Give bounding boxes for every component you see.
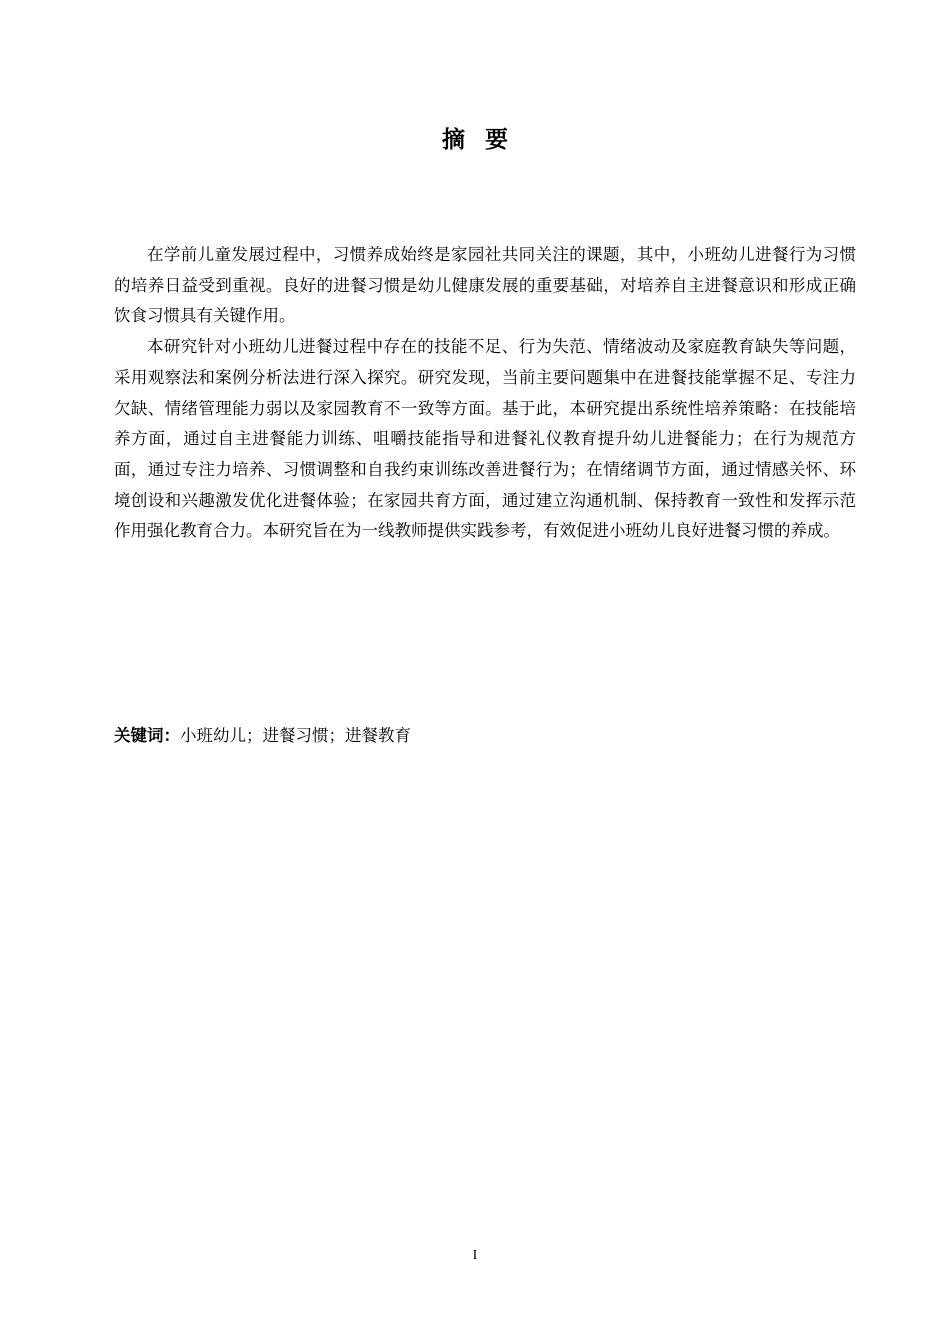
abstract-paragraph-1: 在学前儿童发展过程中，习惯养成始终是家园社共同关注的课题，其中，小班幼儿进餐行为习惯的培养日益受到重视。良好的进餐习惯是幼儿健康发展的重要基础，对培养自主进餐意识和形成正确饮食习惯具有关键作用。 xyxy=(114,245,856,326)
abstract-paragraph-2: 本研究针对小班幼儿进餐过程中存在的技能不足、行为失范、情绪波动及家庭教育缺失等问题，采用观察法和案例分析法进行深入探究。研究发现，当前主要问题集中在进餐技能掌握不足、专注力欠缺、情绪管理能力弱以及家园教育不一致等方面。基于此，本研究提出系统性培养策略：在技能培养方面，通过自主进餐能力训练、咀嚼技能指导和进餐礼仪教育提升幼儿进餐能力；在行为规范方面，通过专注力培养、习惯调整和自我约束训练改善进餐行为；在情绪调节方面，通过情感关怀、环境创设和兴趣激发优化进餐体验；在家园共育方面，通过建立沟通机制、保持教育一致性和发挥示范作用强化教育合力。本研究旨在为一线教师提供实践参考，有效促进小班幼儿良好进餐习惯的养成。 xyxy=(114,337,856,541)
abstract-title: 摘要 xyxy=(442,127,528,153)
keywords-text: 小班幼儿；进餐习惯；进餐教育 xyxy=(180,726,411,745)
keywords-line xyxy=(114,721,856,751)
page-number: I xyxy=(472,1248,478,1263)
keywords-label: 关键词： xyxy=(114,726,180,745)
abstract-body xyxy=(114,240,856,547)
